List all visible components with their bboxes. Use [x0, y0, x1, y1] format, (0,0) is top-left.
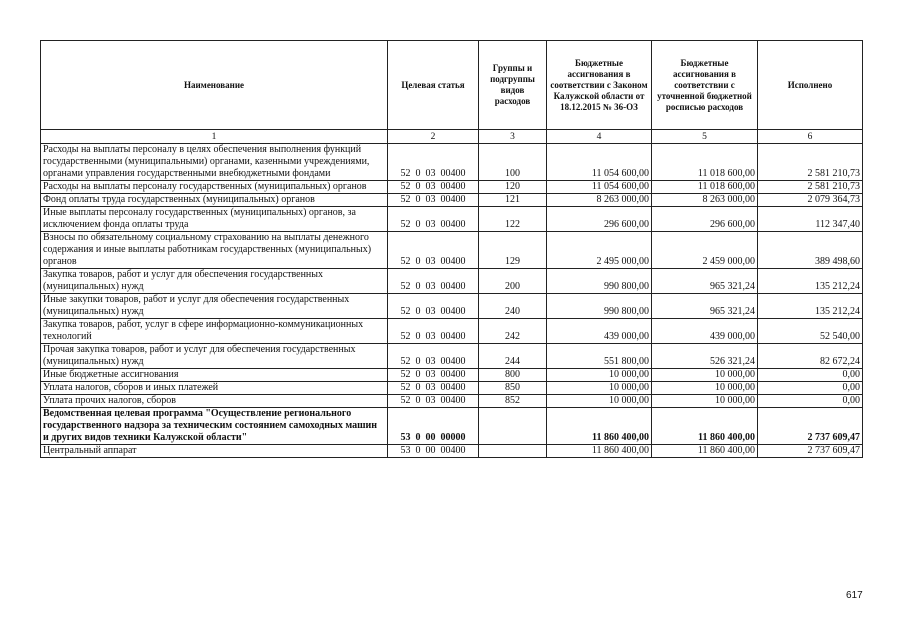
row-refined-assignment: 11 860 400,00	[652, 408, 758, 445]
row-refined-assignment: 2 459 000,00	[652, 232, 758, 269]
row-target-article: 52 0 03 00400	[388, 181, 479, 194]
row-refined-assignment: 965 321,24	[652, 294, 758, 319]
table-row	[41, 408, 863, 445]
row-executed: 0,00	[758, 395, 863, 408]
row-refined-assignment: 526 321,24	[652, 344, 758, 369]
row-name: Расходы на выплаты персоналу в целях обеспечения выполнения функций государственными (муниципальными) органами, казенными учреждениями, органами управления государственными внебюджетными фондами	[41, 144, 388, 181]
table-row	[41, 369, 863, 382]
column-number: 5	[652, 130, 758, 144]
table-row	[41, 232, 863, 269]
row-refined-assignment: 965 321,24	[652, 269, 758, 294]
column-number: 1	[41, 130, 388, 144]
budget-table	[40, 40, 863, 458]
table-row	[41, 207, 863, 232]
table-row	[41, 181, 863, 194]
row-expense-group: 850	[479, 382, 547, 395]
row-law-assignment: 990 800,00	[547, 269, 652, 294]
row-expense-group: 200	[479, 269, 547, 294]
header-refined: Бюджетные ассигнования в соответствии с уточненной бюджетной росписью расходов	[652, 41, 758, 130]
row-target-article: 52 0 03 00400	[388, 269, 479, 294]
row-name: Иные бюджетные ассигнования	[41, 369, 388, 382]
row-expense-group: 852	[479, 395, 547, 408]
row-refined-assignment: 296 600,00	[652, 207, 758, 232]
row-refined-assignment: 10 000,00	[652, 395, 758, 408]
row-expense-group: 800	[479, 369, 547, 382]
row-target-article: 52 0 03 00400	[388, 344, 479, 369]
row-expense-group: 129	[479, 232, 547, 269]
table-row	[41, 344, 863, 369]
row-law-assignment: 551 800,00	[547, 344, 652, 369]
row-executed: 135 212,24	[758, 269, 863, 294]
header-law: Бюджетные ассигнования в соответствии с Законом Калужской области от 18.12.2015 № 36-ОЗ	[547, 41, 652, 130]
row-refined-assignment: 439 000,00	[652, 319, 758, 344]
row-expense-group: 100	[479, 144, 547, 181]
row-name: Закупка товаров, работ и услуг для обеспечения государственных (муниципальных) нужд	[41, 269, 388, 294]
row-law-assignment: 8 263 000,00	[547, 194, 652, 207]
header-row	[41, 41, 863, 130]
header-groups: Группы и подгруппы видов расходов	[479, 41, 547, 130]
table-row	[41, 144, 863, 181]
row-executed: 112 347,40	[758, 207, 863, 232]
row-executed: 2 737 609,47	[758, 445, 863, 458]
row-target-article: 53 0 00 00000	[388, 408, 479, 445]
row-law-assignment: 11 860 400,00	[547, 408, 652, 445]
row-target-article: 53 0 00 00400	[388, 445, 479, 458]
row-target-article: 52 0 03 00400	[388, 294, 479, 319]
table-row	[41, 294, 863, 319]
table-row	[41, 445, 863, 458]
row-target-article: 52 0 03 00400	[388, 144, 479, 181]
row-law-assignment: 10 000,00	[547, 369, 652, 382]
row-law-assignment: 10 000,00	[547, 382, 652, 395]
column-number: 3	[479, 130, 547, 144]
row-law-assignment: 11 054 600,00	[547, 144, 652, 181]
row-name: Расходы на выплаты персоналу государственных (муниципальных) органов	[41, 181, 388, 194]
row-expense-group	[479, 408, 547, 445]
row-name: Прочая закупка товаров, работ и услуг для обеспечения государственных (муниципальных) нужд	[41, 344, 388, 369]
row-expense-group	[479, 445, 547, 458]
row-name: Центральный аппарат	[41, 445, 388, 458]
row-name: Взносы по обязательному социальному страхованию на выплаты денежного содержания и иные выплаты работникам государственных (муниципальных) органов	[41, 232, 388, 269]
row-executed: 0,00	[758, 382, 863, 395]
row-expense-group: 121	[479, 194, 547, 207]
row-executed: 2 737 609,47	[758, 408, 863, 445]
table-row	[41, 269, 863, 294]
page-number: 617	[846, 590, 863, 601]
row-refined-assignment: 10 000,00	[652, 369, 758, 382]
row-target-article: 52 0 03 00400	[388, 369, 479, 382]
row-expense-group: 240	[479, 294, 547, 319]
column-number: 6	[758, 130, 863, 144]
row-law-assignment: 296 600,00	[547, 207, 652, 232]
row-target-article: 52 0 03 00400	[388, 207, 479, 232]
row-target-article: 52 0 03 00400	[388, 194, 479, 207]
row-name: Иные закупки товаров, работ и услуг для обеспечения государственных (муниципальных) нужд	[41, 294, 388, 319]
row-target-article: 52 0 03 00400	[388, 395, 479, 408]
row-expense-group: 242	[479, 319, 547, 344]
row-name: Ведомственная целевая программа "Осуществление регионального государственного надзора за техническим состоянием самоходных машин и других видов техники Калужской области"	[41, 408, 388, 445]
row-law-assignment: 990 800,00	[547, 294, 652, 319]
row-target-article: 52 0 03 00400	[388, 382, 479, 395]
column-numbers-row	[41, 130, 863, 144]
row-refined-assignment: 11 018 600,00	[652, 144, 758, 181]
row-executed: 135 212,24	[758, 294, 863, 319]
row-expense-group: 120	[479, 181, 547, 194]
row-law-assignment: 11 860 400,00	[547, 445, 652, 458]
row-refined-assignment: 8 263 000,00	[652, 194, 758, 207]
row-name: Уплата прочих налогов, сборов	[41, 395, 388, 408]
row-executed: 2 079 364,73	[758, 194, 863, 207]
row-law-assignment: 10 000,00	[547, 395, 652, 408]
row-target-article: 52 0 03 00400	[388, 232, 479, 269]
row-law-assignment: 2 495 000,00	[547, 232, 652, 269]
header-executed: Исполнено	[758, 41, 863, 130]
table-row	[41, 382, 863, 395]
column-number: 2	[388, 130, 479, 144]
row-expense-group: 244	[479, 344, 547, 369]
header-target: Целевая статья	[388, 41, 479, 130]
row-name: Фонд оплаты труда государственных (муниципальных) органов	[41, 194, 388, 207]
table-body	[41, 144, 863, 458]
row-expense-group: 122	[479, 207, 547, 232]
row-executed: 2 581 210,73	[758, 181, 863, 194]
row-executed: 2 581 210,73	[758, 144, 863, 181]
header-name: Наименование	[41, 41, 388, 130]
row-executed: 82 672,24	[758, 344, 863, 369]
row-refined-assignment: 11 018 600,00	[652, 181, 758, 194]
row-name: Закупка товаров, работ, услуг в сфере информационно-коммуникационных технологий	[41, 319, 388, 344]
table-row	[41, 395, 863, 408]
row-refined-assignment: 10 000,00	[652, 382, 758, 395]
row-name: Иные выплаты персоналу государственных (муниципальных) органов, за исключением фонда оплаты труда	[41, 207, 388, 232]
row-executed: 52 540,00	[758, 319, 863, 344]
row-target-article: 52 0 03 00400	[388, 319, 479, 344]
row-refined-assignment: 11 860 400,00	[652, 445, 758, 458]
row-executed: 0,00	[758, 369, 863, 382]
column-number: 4	[547, 130, 652, 144]
row-name: Уплата налогов, сборов и иных платежей	[41, 382, 388, 395]
row-law-assignment: 439 000,00	[547, 319, 652, 344]
table-row	[41, 194, 863, 207]
table-row	[41, 319, 863, 344]
row-law-assignment: 11 054 600,00	[547, 181, 652, 194]
row-executed: 389 498,60	[758, 232, 863, 269]
